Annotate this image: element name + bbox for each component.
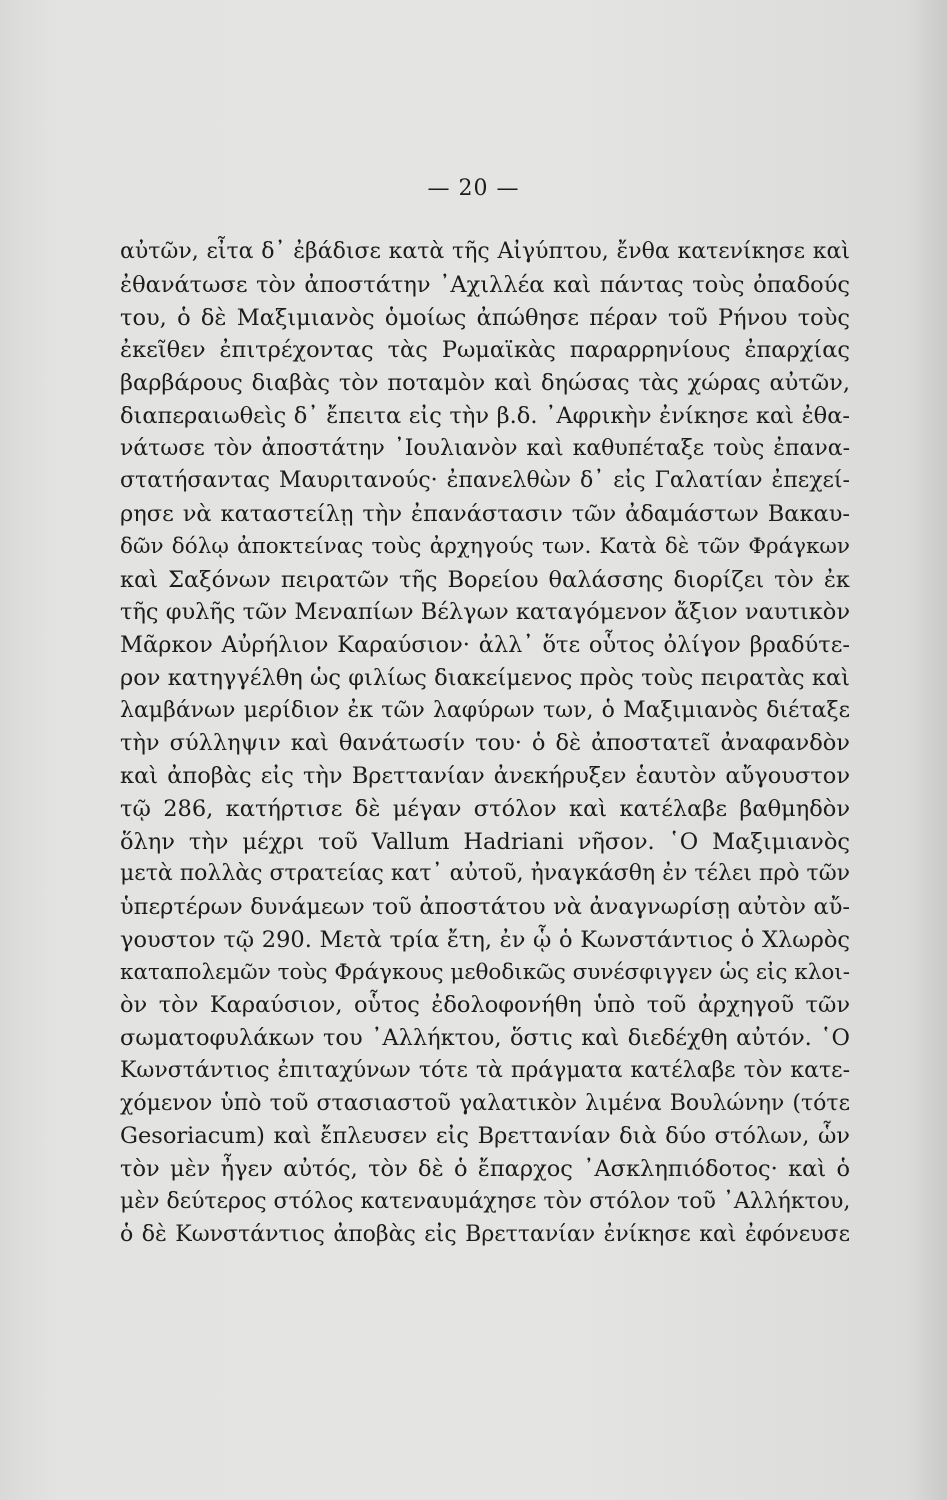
text-line: γουστον τῷ 290. Μετὰ τρία ἔτη, ἐν ᾧ ὁ Κωνστάντιος ὁ Χλωρὸς xyxy=(120,926,850,953)
text-line: μὲν δεύτερος στόλος κατεναυμάχησε τὸν στόλον τοῦ ᾿Αλλήκτου, xyxy=(120,1188,850,1214)
text-line: καὶ ἀποβὰς εἰς τὴν Βρεττανίαν ἀνεκήρυξεν ἑαυτὸν αὔγουστον xyxy=(120,763,850,789)
text-line: ἐθανάτωσε τὸν ἀποστάτην ᾿Αχιλλέα καὶ πάντας τοὺς ὀπαδούς xyxy=(120,271,850,298)
text-line: ὸν τὸν Καραύσιον, οὗτος ἐδολοφονήθη ὑπὸ τοῦ ἀρχηγοῦ τῶν xyxy=(120,992,850,1019)
text-line: τὴν σύλληψιν καὶ θανάτωσίν του· ὁ δὲ ἀποστατεῖ ἀναφανδὸν xyxy=(120,730,850,757)
text-line: καὶ Σαξόνων πειρατῶν τῆς Βορείου θαλάσσης διορίζει τὸν ἐκ xyxy=(120,566,850,593)
text-line: τὸν μὲν ἦγεν αὐτός, τὸν δὲ ὁ ἔπαρχος ᾿Ασκληπιόδοτος· καὶ ὁ xyxy=(120,1156,850,1182)
text-line: Κωνστάντιος ἐπιταχύνων τότε τὰ πράγματα κατέλαβε τὸν κατε- xyxy=(120,1057,850,1083)
text-line: ὅλην τὴν μέχρι τοῦ Vallum Hadriani νῆσον. ῾Ο Μαξιμιανὸς xyxy=(120,828,850,855)
text-line: λαμβάνων μερίδιον ἐκ τῶν λαφύρων των, ὁ Μαξιμιανὸς διέταξε xyxy=(120,697,850,723)
text-line: ὁ δὲ Κωνστάντιος ἀποβὰς εἰς Βρεττανίαν ἐνίκησε καὶ ἐφόνευσε xyxy=(120,1221,850,1247)
text-line: σωματοφυλάκων του ᾿Αλλήκτου, ὅστις καὶ διεδέχθη αὐτόν. ῾Ο xyxy=(120,1025,850,1051)
text-line: ἐκεῖθεν ἐπιτρέχοντας τὰς Ρωμαϊκὰς παραρρηνίους ἐπαρχίας xyxy=(120,337,850,364)
text-line: τῆς φυλῆς τῶν Μεναπίων Βέλγων καταγόμενον ἄξιον ναυτικὸν xyxy=(120,599,850,626)
text-line: ρησε νὰ καταστείλῃ τὴν ἐπανάστασιν τῶν ἀδαμάστων Βακαυ- xyxy=(120,501,850,527)
text-line: αὐτῶν, εἶτα δ᾿ ἐβάδισε κατὰ τῆς Αἰγύπτου, ἔνθα κατενίκησε καὶ xyxy=(120,239,850,264)
body-text xyxy=(120,236,850,1251)
text-line: χόμενον ὑπὸ τοῦ στασιαστοῦ γαλατικὸν λιμένα Βουλώνην (τότε xyxy=(120,1090,850,1116)
text-line: μετὰ πολλὰς στρατείας κατ᾿ αὐτοῦ, ἠναγκάσθη ἐν τέλει πρὸ τῶν xyxy=(120,861,850,887)
text-line: Μᾶρκον Αὐρήλιον Καραύσιον· ἀλλ᾿ ὅτε οὗτος ὀλίγον βραδύτε- xyxy=(120,632,850,658)
text-line: Gesoriacum) καὶ ἔπλευσεν εἰς Βρεττανίαν διὰ δύο στόλων, ὧν xyxy=(120,1123,850,1150)
text-line: τῷ 286, κατήρτισε δὲ μέγαν στόλον καὶ κατέλαβε βαθμηδὸν xyxy=(120,795,850,822)
gutter-shadow xyxy=(907,0,947,1500)
text-line: καταπολεμῶν τοὺς Φράγκους μεθοδικῶς συνέσφιγγεν ὡς εἰς κλοι- xyxy=(120,959,850,985)
text-line: στατήσαντας Μαυριτανούς· ἐπανελθὼν δ᾿ εἰς Γαλατίαν ἐπεχεί- xyxy=(120,468,850,494)
text-line: νάτωσε τὸν ἀποστάτην ᾿Ιουλιανὸν καὶ καθυπέταξε τοὺς ἐπανα- xyxy=(120,435,850,461)
text-line: βαρβάρους διαβὰς τὸν ποταμὸν καὶ δηώσας τὰς χώρας αὐτῶν, xyxy=(120,370,850,396)
text-line: ὑπερτέρων δυνάμεων τοῦ ἀποστάτου νὰ ἀναγνωρίσῃ αὐτὸν αὔ- xyxy=(120,894,850,920)
text-line: του, ὁ δὲ Μαξιμιανὸς ὁμοίως ἀπώθησε πέραν τοῦ Ρήνου τοὺς xyxy=(120,304,850,331)
text-line: ρον κατηγγέλθη ὡς φιλίως διακείμενος πρὸς τοὺς πειρατὰς καὶ xyxy=(120,664,850,691)
text-line: διαπεραιωθεὶς δ᾿ ἔπειτα εἰς τὴν β.δ. ᾿Αφρικὴν ἐνίκησε καὶ ἐθα- xyxy=(120,402,850,429)
text-line: δῶν δόλῳ ἀποκτείνας τοὺς ἀρχηγούς των. Κατὰ δὲ τῶν Φράγκων xyxy=(120,533,850,559)
page-number: — 20 — xyxy=(427,176,520,201)
